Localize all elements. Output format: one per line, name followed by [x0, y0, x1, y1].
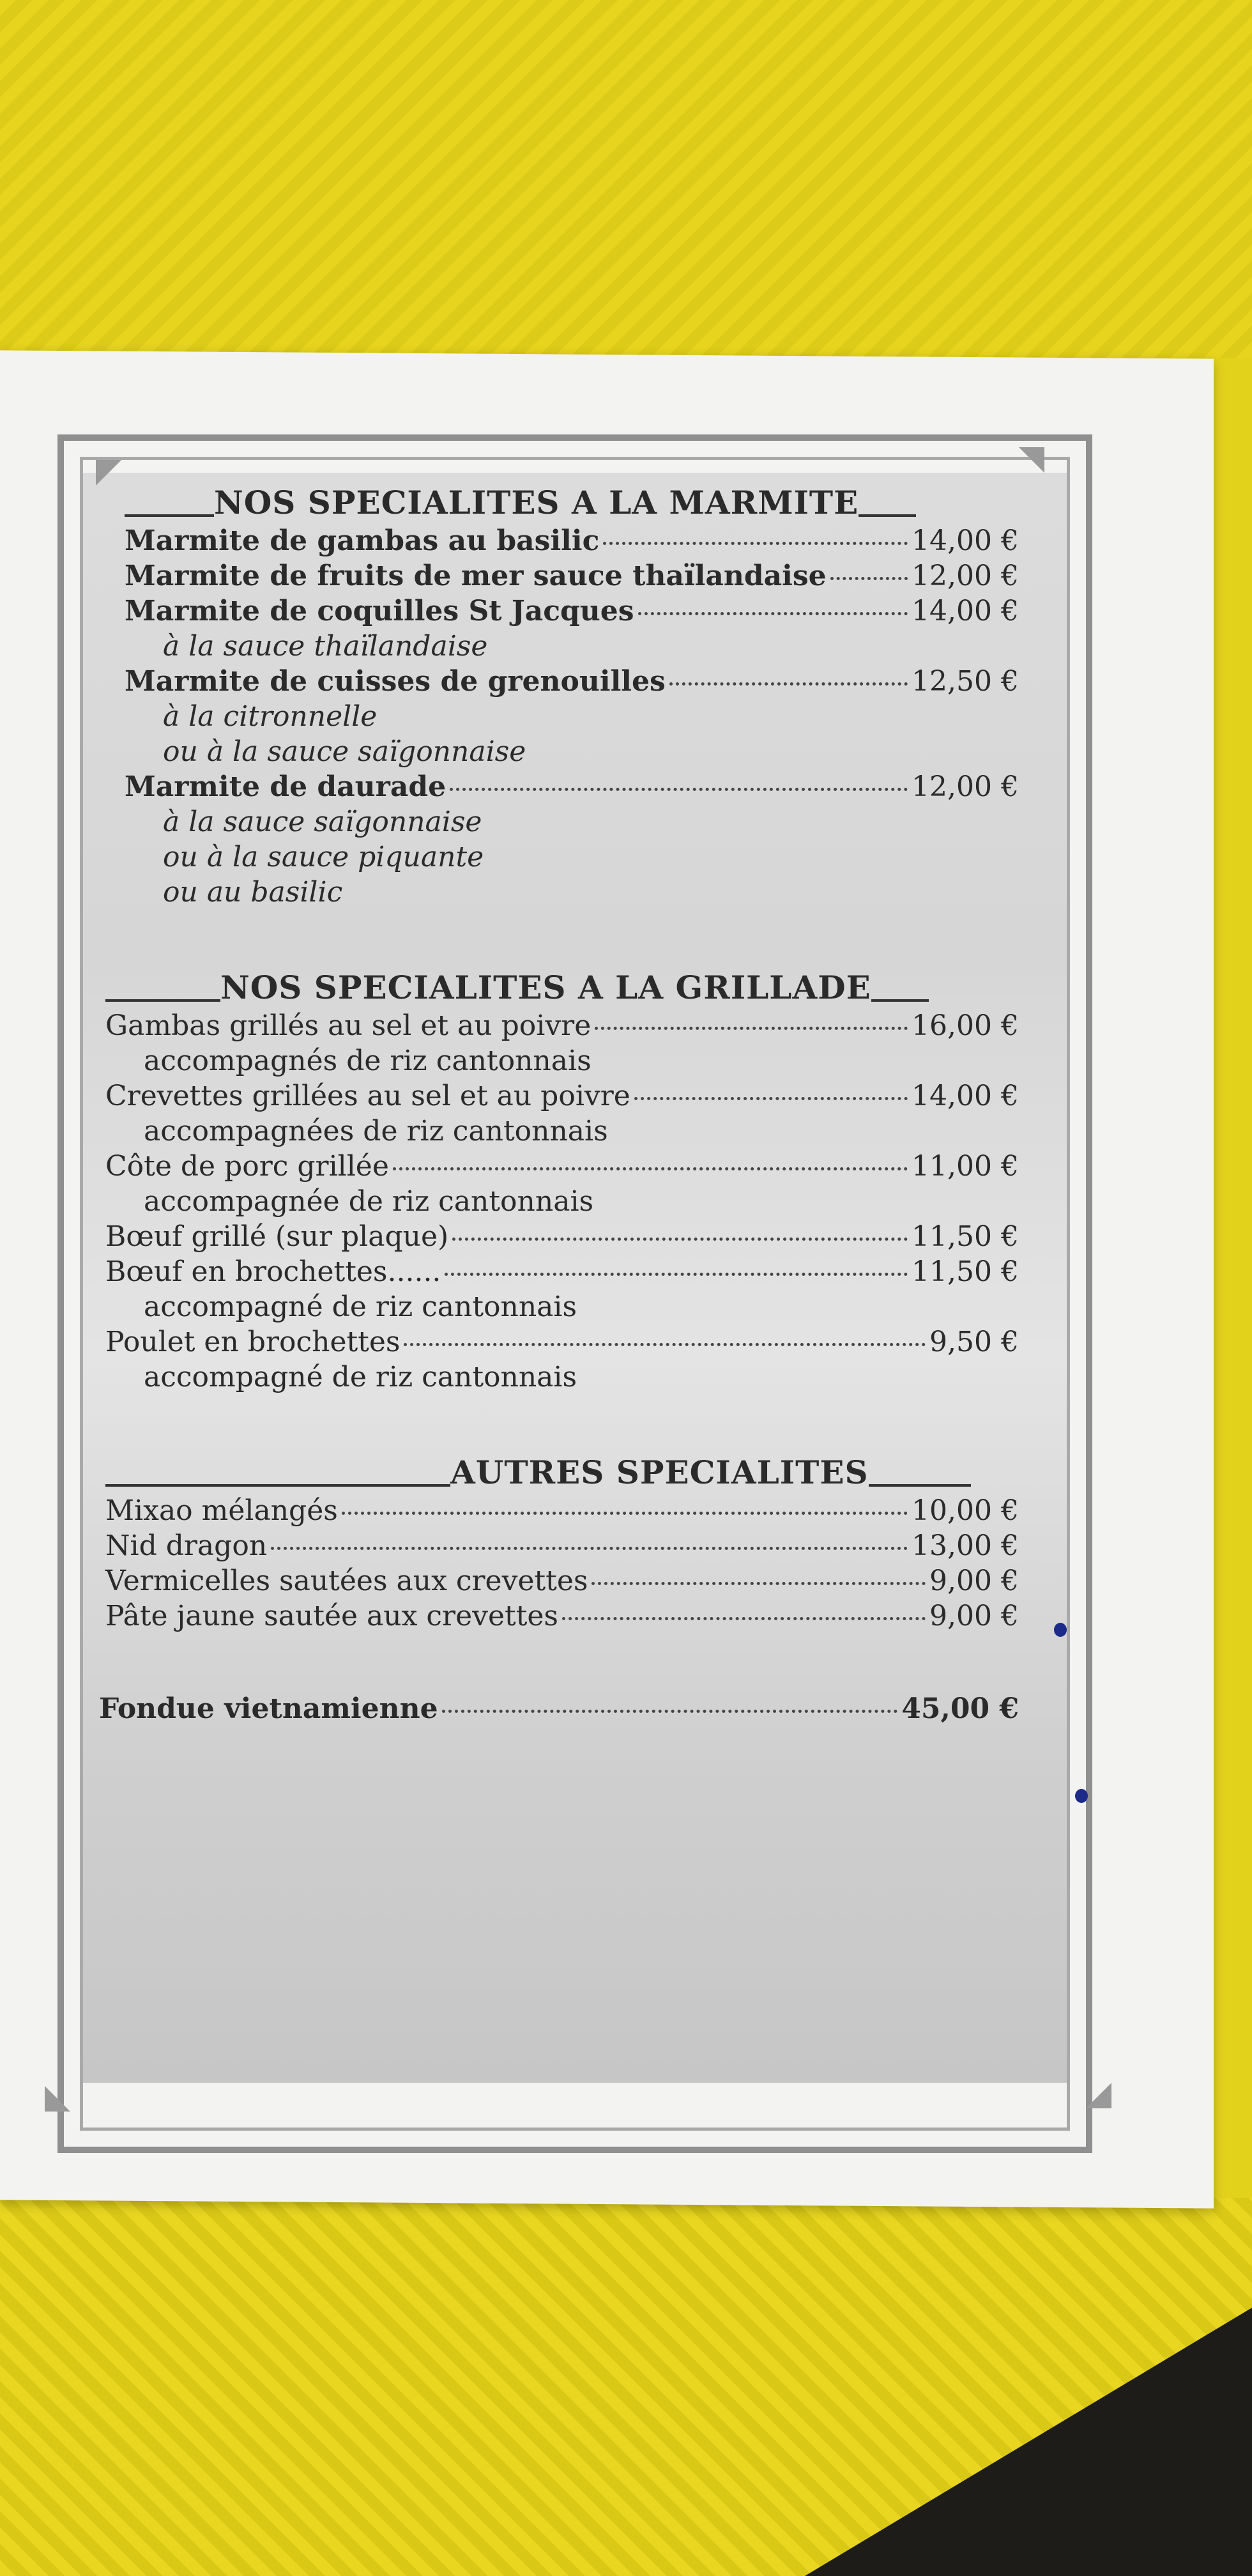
- item-description: accompagnée de riz cantonnais: [144, 1185, 594, 1218]
- section-title: NOS SPECIALITES A LA GRILLADE: [220, 969, 871, 1006]
- item-name: Nid dragon: [105, 1529, 268, 1562]
- item-price: 9,50 €: [929, 1326, 1019, 1358]
- item-name: Crevettes grillées au sel et au poivre: [105, 1080, 630, 1112]
- dot-leader: [404, 1343, 926, 1346]
- corner-ornament-icon: [96, 460, 121, 486]
- heading-rule: [859, 514, 916, 517]
- menu-item: [125, 594, 1019, 629]
- item-name: Mixao mélangés: [105, 1494, 338, 1527]
- item-name: Marmite de daurade: [125, 770, 447, 803]
- item-price: 10,00 €: [912, 1494, 1019, 1527]
- item-name: Marmite de cuisses de grenouilles: [125, 665, 666, 698]
- item-price: 12,50 €: [912, 665, 1019, 698]
- item-name: Marmite de fruits de mer sauce thaïlandaise: [125, 560, 827, 592]
- item-price: 13,00 €: [912, 1529, 1019, 1562]
- item-name: Bœuf grillé (sur plaque): [105, 1220, 449, 1253]
- menu-item: [105, 1254, 1019, 1289]
- menu-item: [105, 1149, 1019, 1184]
- pen-mark-dot: [1054, 1623, 1067, 1637]
- corner-ornament-icon: [45, 2086, 70, 2112]
- dot-leader: [342, 1512, 908, 1515]
- item-description: accompagnés de riz cantonnais: [144, 1045, 592, 1077]
- item-description: accompagnées de riz cantonnais: [144, 1115, 608, 1147]
- menu-item: [105, 1324, 1019, 1360]
- section-title: NOS SPECIALITES A LA MARMITE: [214, 484, 859, 521]
- dot-leader: [271, 1547, 908, 1550]
- item-price: 9,00 €: [929, 1600, 1019, 1632]
- section-heading: [125, 482, 1019, 523]
- dot-leader: [592, 1582, 926, 1585]
- menu-item: [105, 1078, 1019, 1114]
- section-heading: [105, 967, 1019, 1008]
- item-price: 14,00 €: [912, 525, 1019, 557]
- item-description: à la sauce saïgonnaise: [163, 806, 482, 838]
- dot-leader: [452, 1238, 908, 1241]
- dot-leader: [442, 1710, 898, 1713]
- menu-item: [125, 664, 1019, 699]
- menu-item: [105, 1563, 1019, 1598]
- item-price: 16,00 €: [912, 1009, 1019, 1042]
- section-heading: [105, 1452, 1019, 1493]
- item-price: 9,00 €: [929, 1565, 1019, 1597]
- heading-rule: [869, 1484, 971, 1487]
- item-price: 12,00 €: [912, 770, 1019, 803]
- item-description: ou à la sauce saïgonnaise: [163, 735, 526, 768]
- dot-leader: [562, 1617, 926, 1620]
- item-name: Poulet en brochettes: [105, 1326, 401, 1358]
- menu-item: [105, 1598, 1019, 1634]
- dot-leader: [830, 577, 908, 580]
- menu-item: [105, 1219, 1019, 1254]
- menu-item: [105, 1528, 1019, 1563]
- corner-ornament-icon: [1019, 447, 1044, 473]
- item-name: Côte de porc grillée: [105, 1150, 389, 1183]
- dot-leader: [393, 1167, 908, 1170]
- item-description: accompagné de riz cantonnais: [144, 1361, 577, 1393]
- item-price: 11,50 €: [912, 1255, 1019, 1288]
- dot-leader: [603, 542, 908, 545]
- dot-leader: [669, 682, 908, 686]
- menu-item: [125, 769, 1019, 804]
- item-price: 11,00 €: [912, 1150, 1019, 1183]
- menu-section: [105, 967, 1019, 1395]
- heading-rule: [105, 999, 220, 1002]
- dot-leader: [595, 1027, 908, 1030]
- heading-rule: [125, 514, 214, 517]
- yellow-tablecloth-top: [0, 0, 1252, 358]
- menu-content: [99, 482, 1019, 1726]
- item-price: 14,00 €: [912, 595, 1019, 627]
- menu-item: [105, 1493, 1019, 1528]
- item-price: 14,00 €: [912, 1080, 1019, 1112]
- item-price: 12,00 €: [912, 560, 1019, 592]
- menu-item: [125, 523, 1019, 558]
- item-description: à la sauce thaïlandaise: [163, 630, 488, 663]
- menu-item-fondue: [99, 1691, 1019, 1726]
- item-description: ou à la sauce piquante: [163, 841, 484, 873]
- item-name: Gambas grillés au sel et au poivre: [105, 1009, 592, 1042]
- menu-item: [105, 1008, 1019, 1043]
- heading-rule: [105, 1484, 450, 1487]
- item-price: 11,50 €: [912, 1220, 1019, 1253]
- item-name: Marmite de gambas au basilic: [125, 525, 600, 557]
- menu-item: [125, 558, 1019, 594]
- heading-rule: [871, 999, 929, 1002]
- dot-leader: [638, 612, 908, 615]
- pen-mark-dot: [1075, 1789, 1088, 1803]
- menu-section: [105, 1452, 1019, 1634]
- item-price: 45,00 €: [901, 1692, 1019, 1725]
- item-name: Fondue vietnamienne: [99, 1692, 438, 1725]
- item-name: Vermicelles sautées aux crevettes: [105, 1565, 588, 1597]
- item-name: Marmite de coquilles St Jacques: [125, 595, 634, 627]
- dot-leader: [634, 1097, 908, 1100]
- item-name: Pâte jaune sautée aux crevettes: [105, 1600, 559, 1632]
- item-name: Bœuf en brochettes......: [105, 1255, 441, 1288]
- dot-leader: [445, 1273, 908, 1276]
- dot-leader: [450, 788, 908, 791]
- item-description: accompagné de riz cantonnais: [144, 1291, 577, 1323]
- menu-section: [125, 482, 1019, 910]
- item-description: à la citronnelle: [163, 700, 378, 733]
- item-description: ou au basilic: [163, 876, 343, 908]
- corner-ornament-icon: [1086, 2083, 1111, 2108]
- section-title: AUTRES SPECIALITES: [450, 1453, 869, 1491]
